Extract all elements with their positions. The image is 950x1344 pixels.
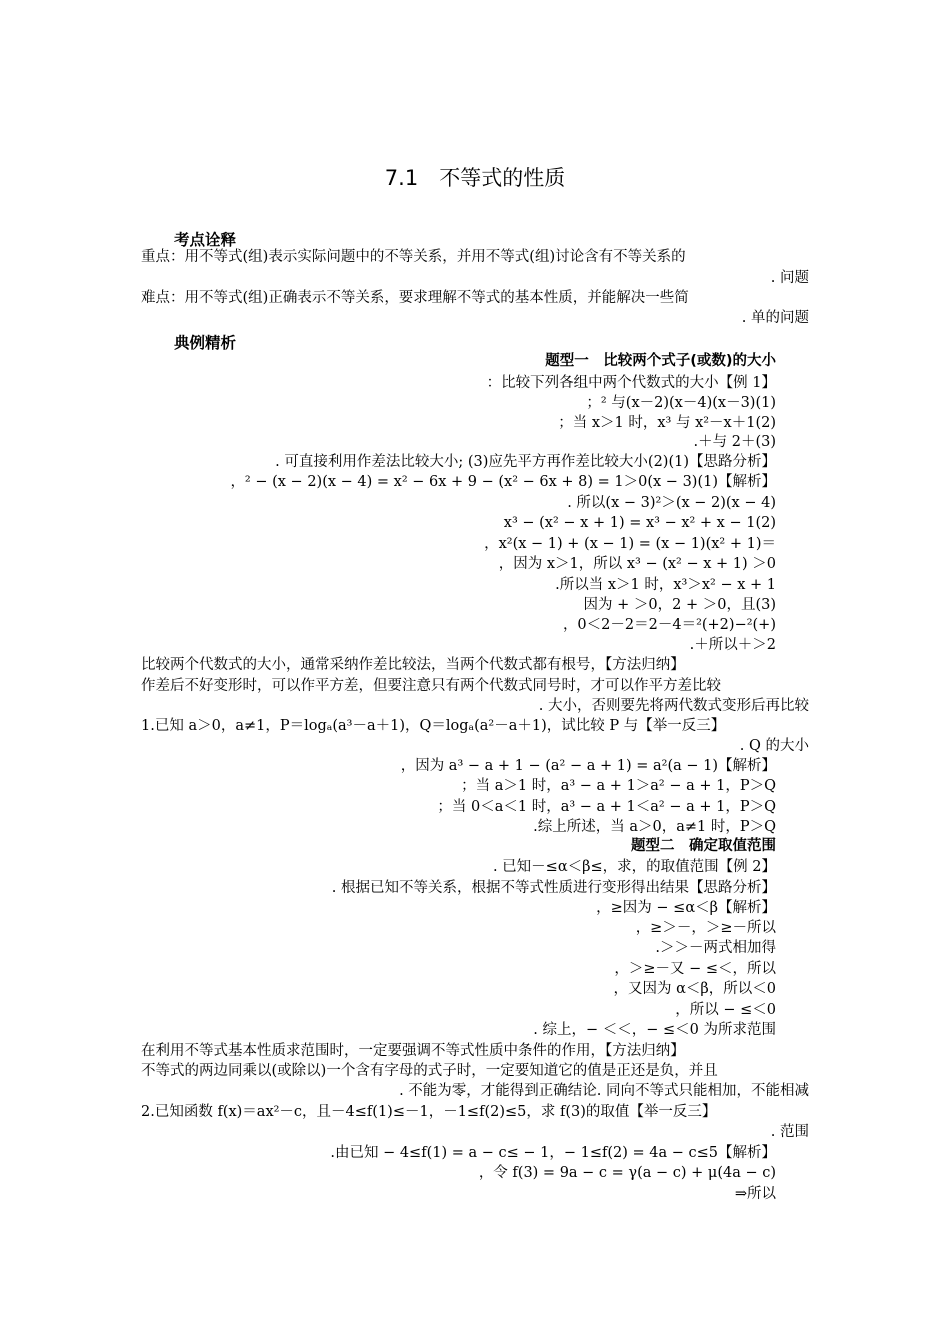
tixing2-heading: 题型二 确定取值范围 (631, 838, 776, 854)
nandian-line-2: . 单的问题 (741, 310, 809, 326)
example1-line: ，0＜2－2＝2－4＝²(+2)−²(+) (562, 617, 776, 633)
practice-1-solution-line: ；当 a＞1 时，a³ − a + 1＞a² − a + 1，P＞Q (461, 778, 776, 794)
example2-line: . 综上，− ＜＜，− ≤＜0 为所求范围 (533, 1022, 776, 1038)
section-heading-kaodian: 考点诠释 (174, 231, 237, 249)
practice-1-line: 1.已知 a＞0，a≠1，P＝logₐ(a³－a＋1)，Q＝logₐ(a²－a＋1)，试比较 P 与【举一反三】 (141, 718, 726, 734)
practice-1-solution-line: ，因为 a³ − a + 1 − (a² − a + 1) = a²(a − 1)【解析】 (400, 758, 776, 774)
example2-line: ，＞≥－又 − ≤＜，所以 (614, 961, 776, 977)
example1-line: .＋与 2＋(3) (693, 434, 776, 450)
practice-2-line: 2.已知函数 f(x)＝ax²－c，且－4≤f(1)≤－1，－1≤f(2)≤5，求 f(3)的取值【举一反三】 (141, 1104, 717, 1120)
method-summary-2-line: 在利用不等式基本性质求范围时，一定要强调不等式性质中条件的作用，【方法归纳】 (141, 1043, 685, 1059)
example2-line: ，所以 − ≤＜0 (675, 1002, 776, 1018)
example2-line: . 已知－≤α＜β≤，求，的取值范围【例 2】 (492, 859, 776, 875)
practice-2-solution-line: ，令 f(3) = 9a − c = γ(a − c) + μ(4a − c) (478, 1165, 776, 1181)
example1-line: ，因为 x＞1，所以 x³ − (x² − x + 1) ＞0 (498, 556, 776, 572)
example1-line: ：比较下列各组中两个代数式的大小【例 1】 (486, 375, 776, 391)
example2-line: ，≥＞－，＞≥－所以 (635, 920, 776, 936)
practice-1-solution-line: ；当 0＜a＜1 时，a³ − a + 1＜a² − a + 1，P＞Q (437, 799, 776, 815)
tixing1-heading: 题型一 比较两个式子(或数)的大小 (545, 353, 776, 369)
method-summary-2-line: . 不能为零，才能得到正确结论. 同向不等式只能相加，不能相减 (399, 1083, 809, 1099)
method-summary-1-line: . 大小，否则要先将两代数式变形后再比较 (538, 698, 809, 714)
example1-line: ，² − (x − 2)(x − 4) = x² − 6x + 9 − (x² − 6x + 8) = 1＞0(x − 3)(1)【解析】 (230, 474, 776, 490)
example1-line: ；当 x＞1 时，x³ 与 x²－x＋1(2) (558, 415, 776, 431)
example1-line: .所以当 x＞1 时，x³＞x² − x + 1 (555, 577, 776, 593)
example2-line: ，≥因为 − ≤α＜β【解析】 (596, 900, 776, 916)
example2-line: .＞＞－两式相加得 (655, 940, 776, 956)
example1-line: . 所以(x − 3)²＞(x − 2)(x − 4) (567, 495, 776, 511)
example2-line: . 根据已知不等关系，根据不等式性质进行变形得出结果【思路分析】 (331, 880, 776, 896)
practice-2-line: . 范围 (770, 1124, 809, 1140)
practice-1-line: . Q 的大小 (739, 738, 809, 754)
zhongdian-line-2: . 问题 (770, 270, 809, 286)
example1-line: ；² 与(x－2)(x－4)(x－3)(1) (586, 395, 776, 411)
example1-line: .＋所以＋＞2 (689, 637, 776, 653)
practice-1-solution-line: .综上所述，当 a＞0，a≠1 时，P＞Q (533, 819, 776, 835)
example1-line: 因为 + ＞0，2 + ＞0，且(3) (583, 597, 776, 613)
method-summary-2-line: 不等式的两边同乘以(或除以)一个含有字母的式子时，一定要知道它的值是正还是负，并且 (141, 1063, 718, 1079)
example1-line: . 可直接利用作差法比较大小; (3)应先平方再作差比较大小(2)(1)【思路分析】 (275, 454, 776, 470)
practice-2-solution-line: .由已知 − 4≤f(1) = a − c≤ − 1，− 1≤f(2) = 4a − c≤5【解析】 (330, 1145, 776, 1161)
example1-line: ，x²(x − 1) + (x − 1) = (x − 1)(x² + 1)＝ (484, 536, 776, 552)
zhongdian-line-1: 重点：用不等式(组)表示实际问题中的不等关系，并用不等式(组)讨论含有不等关系的 (141, 249, 686, 265)
practice-2-solution-line: ⇒所以 (734, 1186, 776, 1202)
page-title: 7.1 不等式的性质 (384, 166, 566, 190)
method-summary-1-line: 比较两个代数式的大小，通常采纳作差比较法，当两个代数式都有根号，【方法归纳】 (141, 657, 685, 673)
example1-line: x³ − (x² − x + 1) = x³ − x² + x − 1(2) (503, 515, 776, 531)
method-summary-1-line: 作差后不好变形时，可以作平方差，但要注意只有两个代数式同号时，才可以作平方差比较 (141, 678, 721, 694)
section-heading-dianli: 典例精析 (174, 334, 237, 352)
example2-line: ，又因为 α＜β，所以＜0 (613, 981, 776, 997)
nandian-line-1: 难点：用不等式(组)正确表示不等关系，要求理解不等式的基本性质，并能解决一些简 (141, 290, 689, 306)
